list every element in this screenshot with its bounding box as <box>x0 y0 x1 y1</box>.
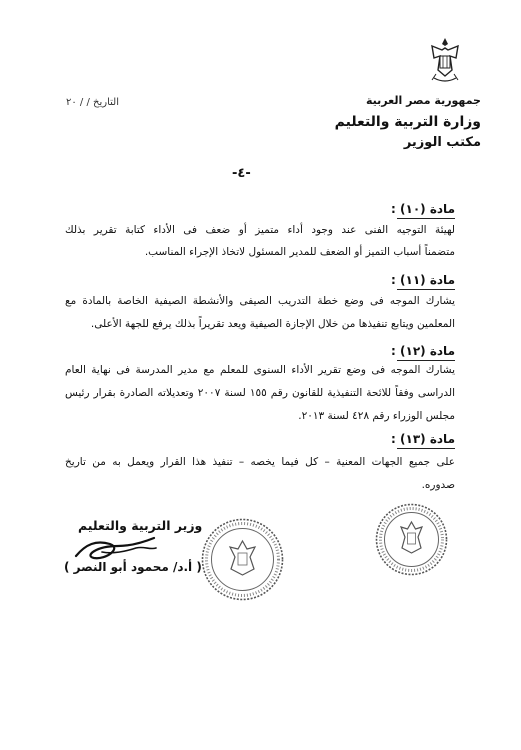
official-seal-icon <box>374 502 449 577</box>
article-12-line-2: الدراسى وفقاً للائحة التنفيذية للقانون رقم ١٥٥ لسنة ٢٠٠٧ وتعديلاته الصادرة بقرار رئيس <box>65 387 455 399</box>
page-number: -٤- <box>232 166 251 181</box>
article-10-line-2: متضمناً أسباب التميز أو الضعف للمدير المسئول لاتخاذ الإجراء المناسب. <box>144 246 455 258</box>
article-12-title: مادة (١٢) : <box>391 344 455 358</box>
article-13-underline <box>397 448 455 449</box>
signatory-title: وزير التربية والتعليم <box>78 518 203 533</box>
article-13-line-1: على جميع الجهات المعنية – كل فيما يخصه – تنفيذ هذا القرار ويعمل به من تاريخ <box>65 456 455 468</box>
article-12-line-3: مجلس الوزراء رقم ٤٢٨ لسنة ٢٠١٣. <box>298 410 455 422</box>
article-10-underline <box>397 218 455 219</box>
article-12-line-1: يشارك الموجه فى وضع تقرير الأداء السنوى للمعلم مع مدير المدرسة فى نهاية العام <box>65 364 455 376</box>
date-field: التاريخ / / ٢٠ <box>66 97 119 108</box>
signatory-name: ( أ.د/ محمود أبو النصر ) <box>64 560 202 574</box>
article-10-line-1: لهيئة التوجيه الفنى عند وجود أداء متميز أو ضعف فى الأداء كتابة تقرير بذلك <box>65 224 455 236</box>
article-11-line-2: المعلمين ويتابع تنفيذها من خلال الإجازة الصيفية ويعد تقريراً بذلك يرفع للجهة الأعلى. <box>90 318 455 330</box>
article-11-title: مادة (١١) : <box>391 273 455 287</box>
eagle-emblem-icon <box>428 36 462 86</box>
article-13-line-2: صدوره. <box>421 479 455 491</box>
ministry-name: وزارة التربية والتعليم <box>334 114 481 130</box>
article-12-underline <box>397 360 455 361</box>
article-10-title: مادة (١٠) : <box>391 202 455 216</box>
official-seal-icon <box>200 517 285 602</box>
country-name: جمهورية مصر العربية <box>366 94 481 107</box>
article-11-underline <box>397 289 455 290</box>
office-name: مكتب الوزير <box>403 135 481 150</box>
article-13-title: مادة (١٣) : <box>391 432 455 446</box>
article-11-line-1: يشارك الموجه فى وضع خطة التدريب الصيفى والأنشطة الصيفية الخاصة بالمادة مع <box>65 295 455 307</box>
